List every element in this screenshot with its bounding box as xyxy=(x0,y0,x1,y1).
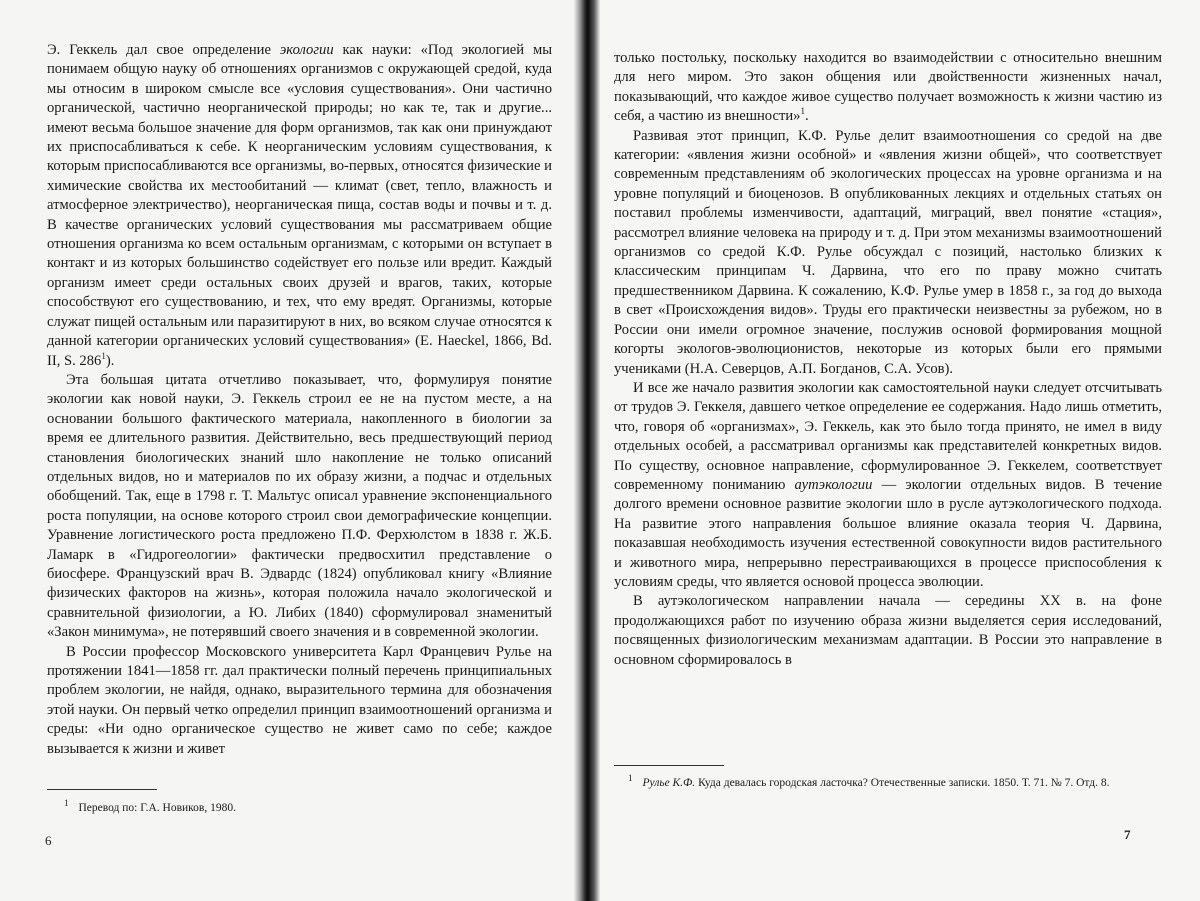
page-number: 7 xyxy=(1124,827,1131,842)
text-run: В аутэкологическом направлении начала — середины XX в. на фоне продолжающихся работ по изучению образа жизни выделяется серия исследований, посвященных физиологическим механизмам адаптации. В России это направление в основном сформировалось в xyxy=(614,593,1162,668)
footnote-marker: 1 xyxy=(628,773,633,783)
book-gutter xyxy=(574,0,600,901)
right-page xyxy=(592,0,1200,901)
text-run: как науки: «Под экологией мы понимаем общую науку об отношениях организмов с окружающей средой, куда мы относим в широком смысле все «условия существования». Они частично органической, частично неорганической природы; но как те, так и другие... имеют весьма большое значение для форм организмов, так как они принуждают их приспосабливаться к себе. К неорганическим условиям существования, к которым приспосабливаются все организмы, во-первых, относятся физические и химические свойства их местообитаний — климат (свет, тепло, влажность и атмосферное электричество), неорганическая пища, состав воды и почвы и т. д. В качестве органических условий существования мы рассматриваем общие отношения организма ко всем остальным организмам, с которыми он вступает в контакт и из которых большинство содействует его пользе или вредит. Каждый организм имеет среди остальных своих друзей и врагов, таких, которые способствуют его существованию, и тех, что ему вредят. Организмы, которые служат пищей остальным или паразитируют в них, во всяком случае относятся к данной категории органических условий существования» (E. Haeckel, 1866, Bd. II, S. 286 xyxy=(47,42,552,369)
text-run: И все же начало развития экологии как самостоятельной науки следует отсчитывать от трудов Э. Геккеля, давшего четкое определение ее содержания. Надо лишь отметить, что, говоря об «организмах», Э. Геккель, как это было тогда принято, не имел в виду отдельных особей, а рассматривал организмы как представителей конкретных видов. По существу, основное направление, сформулированное Э. Геккелем, соответствует современному пониманию xyxy=(614,379,1162,493)
paragraph xyxy=(47,41,552,371)
footnote-text: Куда девалась городская ласточка? Отечественные записки. 1850. Т. 71. № 7. Отд. 8. xyxy=(695,776,1110,789)
right-footnote xyxy=(628,770,1162,791)
footnote-divider xyxy=(47,789,157,790)
left-page xyxy=(0,0,580,901)
paragraph xyxy=(47,643,552,759)
footnote-text: Перевод по: Г.А. Новиков, 1980. xyxy=(78,801,236,814)
footnote-divider xyxy=(614,765,724,766)
text-run: . xyxy=(804,108,809,125)
footnote-author: Рулье К.Ф. xyxy=(642,776,696,789)
footnote-marker: 1 xyxy=(64,798,69,808)
paragraph xyxy=(614,592,1162,670)
page-number: 6 xyxy=(45,833,52,848)
left-footnote xyxy=(64,795,544,816)
text-run: В России профессор Московского университета Карл Францевич Рулье на протяжении 1841—1858 гг. дал практически полный перечень принципиальных проблем экологии, не найдя, однако, выразительного термина для обозначения этой науки. Он первый четко определил принцип взаимоотношений организма и среды: «Ни одно органическое существо не живет само по себе; каждое вызывается к жизни и живет xyxy=(47,643,552,757)
right-body-text xyxy=(614,49,1162,670)
text-run: Развивая этот принцип, К.Ф. Рулье делит взаимоотношения со средой на две категории: «явления жизни особной» и «явления жизни общей», что соответствует современным представлениям об экологических процессах на уровне организма и на уровне популяций и биоценозов. В опубликованных лекциях и отдельных статьях он поставил проблемы изменчивости, адаптаций, миграций, ввел понятие «стация», рассмотрел влияние человека на природу и т. д. При этом механизмы взаимоотношений организмов со средой К.Ф. Рулье обсуждал с позиций, настолько близких к классическим принципам Ч. Дарвина, что его по праву можно считать предшественником Дарвина. К сожалению, К.Ф. Рулье умер в 1858 г., за год до выхода в свет «Происхождения видов». Труды его практически неизвестны за рубежом, но в России они имели огромное значение, послужив основой формирования мощной когорты экологов-эволюционистов, некоторые из которых были его прямыми учениками (Н.А. Северцов, А.П. Богданов, С.А. Усов). xyxy=(614,127,1162,377)
text-run: — экологии отдельных видов. В течение долгого времени основное развитие экологии шло в русле аутэкологического подхода. На развитие этого направления большое влияние оказала теория Ч. Дарвина, показавшая необходимость изучения естественной совокупности видов растительного и животного мира, непрерывно перестраивающихся в процессе приспособления к условиям среды, что является основой процесса эволюции. xyxy=(614,476,1163,590)
emphasized-term: экологии xyxy=(279,42,334,58)
footnote-ref: 1 xyxy=(101,350,106,361)
paragraph xyxy=(614,49,1162,127)
paragraph xyxy=(614,379,1162,592)
footnote-ref: 1 xyxy=(800,106,805,117)
emphasized-term: аутэкологии xyxy=(794,476,873,493)
paragraph xyxy=(47,371,552,643)
text-run: Эта большая цитата отчетливо показывает, что, формулируя понятие экологии как новой науки, Э. Геккель строил ее не на пустом месте, а на основании большого фактического материала, накопленного в биологии за время ее длительного развития. Действительно, весь предшествующий период становления биологических знаний шло накопление не только описаний отдельных видов, но и материалов по их образу жизни, а подчас и отдельных обобщений. Так, еще в 1798 г. Т. Мальтус описал уравнение экспоненциального роста популяции, на основе которого строил свои демографические концепции. Уравнение логистического роста предложено П.Ф. Ферхюлстом в 1838 г. Ж.Б. Ламарк в «Гидрогеологии» фактически предвосхитил представление о биосфере. Французский врач В. Эдвардс (1824) опубликовал книгу «Влияние физических факторов на жизнь», которая положила начало экологической и сравнительной физиологии, а Ю. Либих (1840) сформулировал знаменитый «Закон минимума», не потерявший своего значения и в современной экологии. xyxy=(47,371,552,641)
text-run: только постольку, поскольку находится во взаимодействии с относительно внешним для него миром. Это закон общения или двойственности жизненных начал, показывающий, что каждое живое существо получает возможность к жизни частию из себя, а частию из внешности» xyxy=(614,50,1162,125)
left-body-text xyxy=(47,41,552,759)
text-run: Э. Геккель дал свое определение xyxy=(47,42,280,58)
text-run: ). xyxy=(105,352,115,369)
paragraph xyxy=(614,127,1162,379)
